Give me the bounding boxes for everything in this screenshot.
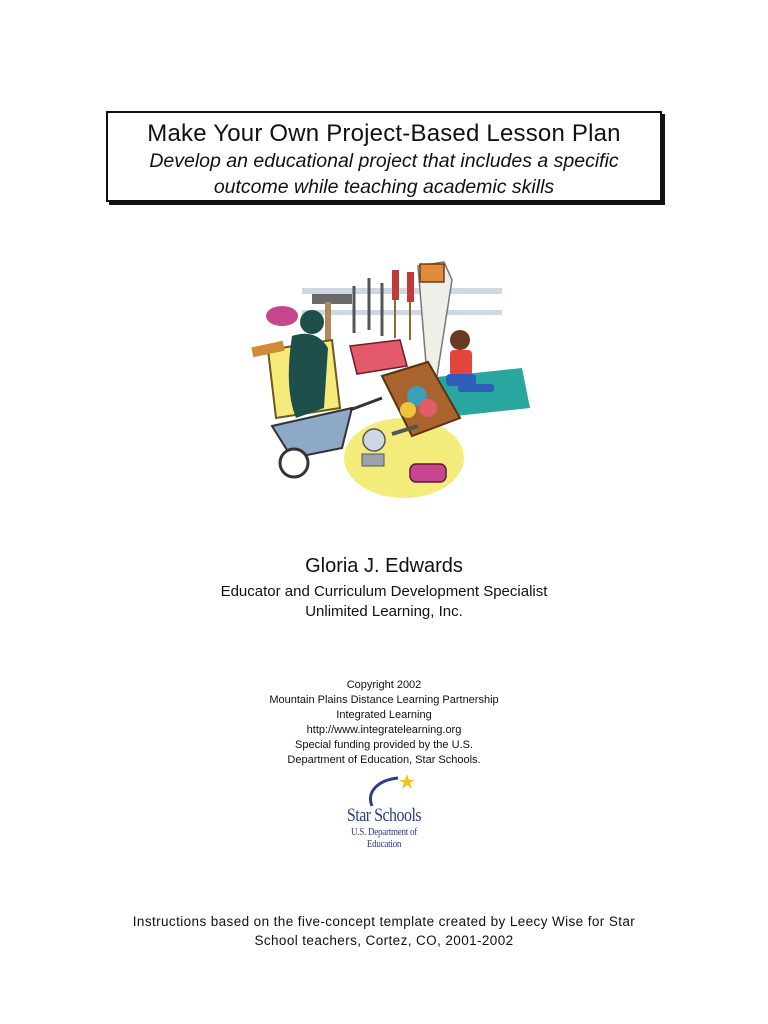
wrenches-icon bbox=[354, 278, 382, 336]
footer-note bbox=[0, 912, 768, 950]
copyright-line: Copyright 2002 bbox=[346, 679, 422, 691]
subtitle-line-1: Develop an educational project that includes a specific bbox=[149, 150, 619, 172]
author-name: Gloria J. Edwards bbox=[305, 555, 463, 577]
subtitle-line-2: outcome while teaching academic skills bbox=[213, 176, 555, 198]
copyright-line: Mountain Plains Distance Learning Partnership bbox=[269, 694, 499, 706]
author-role: Educator and Curriculum Development Specialist bbox=[220, 583, 548, 600]
page-subtitle bbox=[108, 148, 660, 200]
toolbox-icon bbox=[350, 340, 407, 374]
copyright-line: Department of Education, Star Schools. bbox=[287, 754, 481, 766]
copyright-url: http://www.integratelearning.org bbox=[306, 724, 462, 736]
logo-subtitle: U.S. Department of Education bbox=[350, 827, 418, 850]
pegboard-rail bbox=[302, 288, 502, 294]
title-box bbox=[106, 111, 662, 202]
copyright-block bbox=[0, 678, 768, 768]
page-title: Make Your Own Project-Based Lesson Plan bbox=[147, 120, 621, 147]
star-schools-logo bbox=[328, 772, 440, 850]
copyright-line: Integrated Learning bbox=[336, 709, 432, 721]
pincushion-icon bbox=[266, 306, 298, 326]
author-organization: Unlimited Learning, Inc. bbox=[305, 603, 463, 620]
star-swoosh-icon bbox=[328, 772, 440, 808]
footer-line-1: Instructions based on the five-concept template created by Leecy Wise for Star bbox=[132, 914, 636, 929]
copyright-line: Special funding provided by the U.S. bbox=[295, 739, 473, 751]
logo-title: Star Schools bbox=[346, 805, 422, 826]
author-credentials bbox=[0, 582, 768, 622]
tools-workshop-illustration bbox=[232, 258, 532, 498]
screwdrivers-icon bbox=[392, 270, 414, 340]
footer-line-2: School teachers, Cortez, CO, 2001-2002 bbox=[254, 933, 514, 948]
